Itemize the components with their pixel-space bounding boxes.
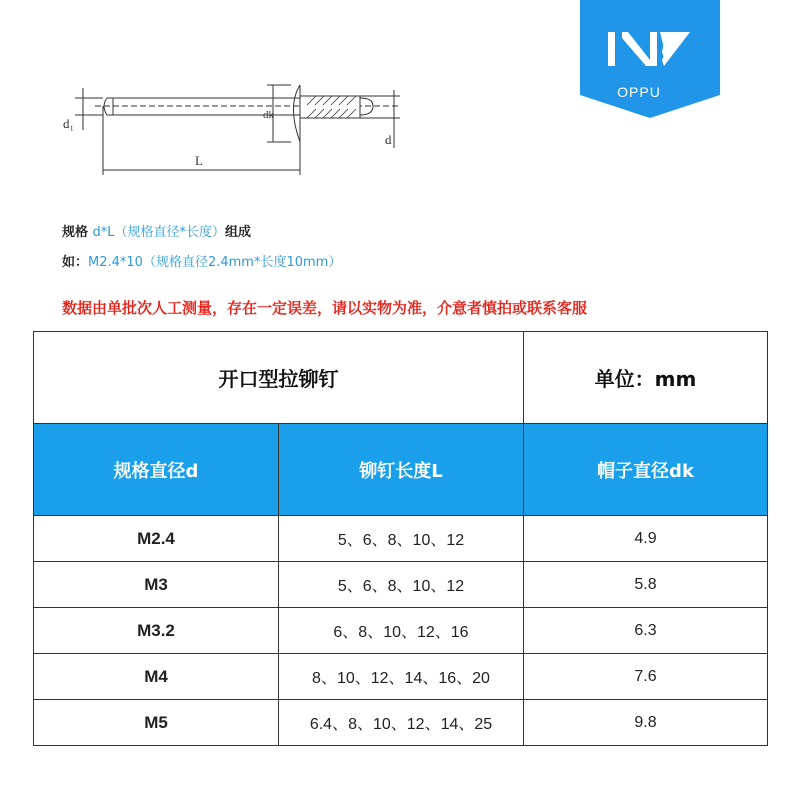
cell-spec: M5 bbox=[34, 700, 279, 746]
rivet-drawing bbox=[55, 70, 415, 185]
cell-spec: M2.4 bbox=[34, 516, 279, 562]
table-row bbox=[34, 700, 768, 746]
brand-name: OPPU bbox=[617, 84, 661, 100]
cell-spec: M3 bbox=[34, 562, 279, 608]
table-row bbox=[34, 516, 768, 562]
header-cap-diameter: 帽子直径dk bbox=[524, 424, 768, 516]
header-spec-diameter: 规格直径d bbox=[34, 424, 279, 516]
cell-dk: 9.8 bbox=[524, 700, 768, 746]
label-dk: dk bbox=[263, 109, 274, 121]
cell-dk: 6.3 bbox=[524, 608, 768, 654]
disclaimer-text: 数据由单批次人工测量，存在一定误差，请以实物为准，介意者慎拍或联系客服 bbox=[62, 299, 588, 317]
cell-spec: M4 bbox=[34, 654, 279, 700]
cell-spec: M3.2 bbox=[34, 608, 279, 654]
table-title: 开口型拉铆钉 bbox=[34, 332, 524, 424]
header-rivet-length: 铆钉长度L bbox=[279, 424, 524, 516]
spec-format-line: 规格 d*L（规格直径*长度）组成 bbox=[62, 225, 252, 240]
table-unit: 单位：mm bbox=[524, 332, 768, 424]
brand-logo bbox=[580, 0, 720, 118]
table-row bbox=[34, 608, 768, 654]
cell-dk: 4.9 bbox=[524, 516, 768, 562]
spec-example-line: 如：M2.4*10（规格直径2.4mm*长度10mm） bbox=[62, 255, 342, 270]
spec-table bbox=[33, 331, 768, 746]
cell-lengths: 8、10、12、14、16、20 bbox=[279, 654, 524, 700]
cell-lengths: 5、6、8、10、12 bbox=[279, 562, 524, 608]
cell-lengths: 6.4、8、10、12、14、25 bbox=[279, 700, 524, 746]
cell-lengths: 5、6、8、10、12 bbox=[279, 516, 524, 562]
cell-dk: 5.8 bbox=[524, 562, 768, 608]
cell-lengths: 6、8、10、12、16 bbox=[279, 608, 524, 654]
label-d1: d₁ bbox=[63, 116, 75, 131]
label-d: d bbox=[385, 132, 392, 147]
label-L: L bbox=[195, 153, 203, 168]
table-row bbox=[34, 562, 768, 608]
cell-dk: 7.6 bbox=[524, 654, 768, 700]
table-row bbox=[34, 654, 768, 700]
